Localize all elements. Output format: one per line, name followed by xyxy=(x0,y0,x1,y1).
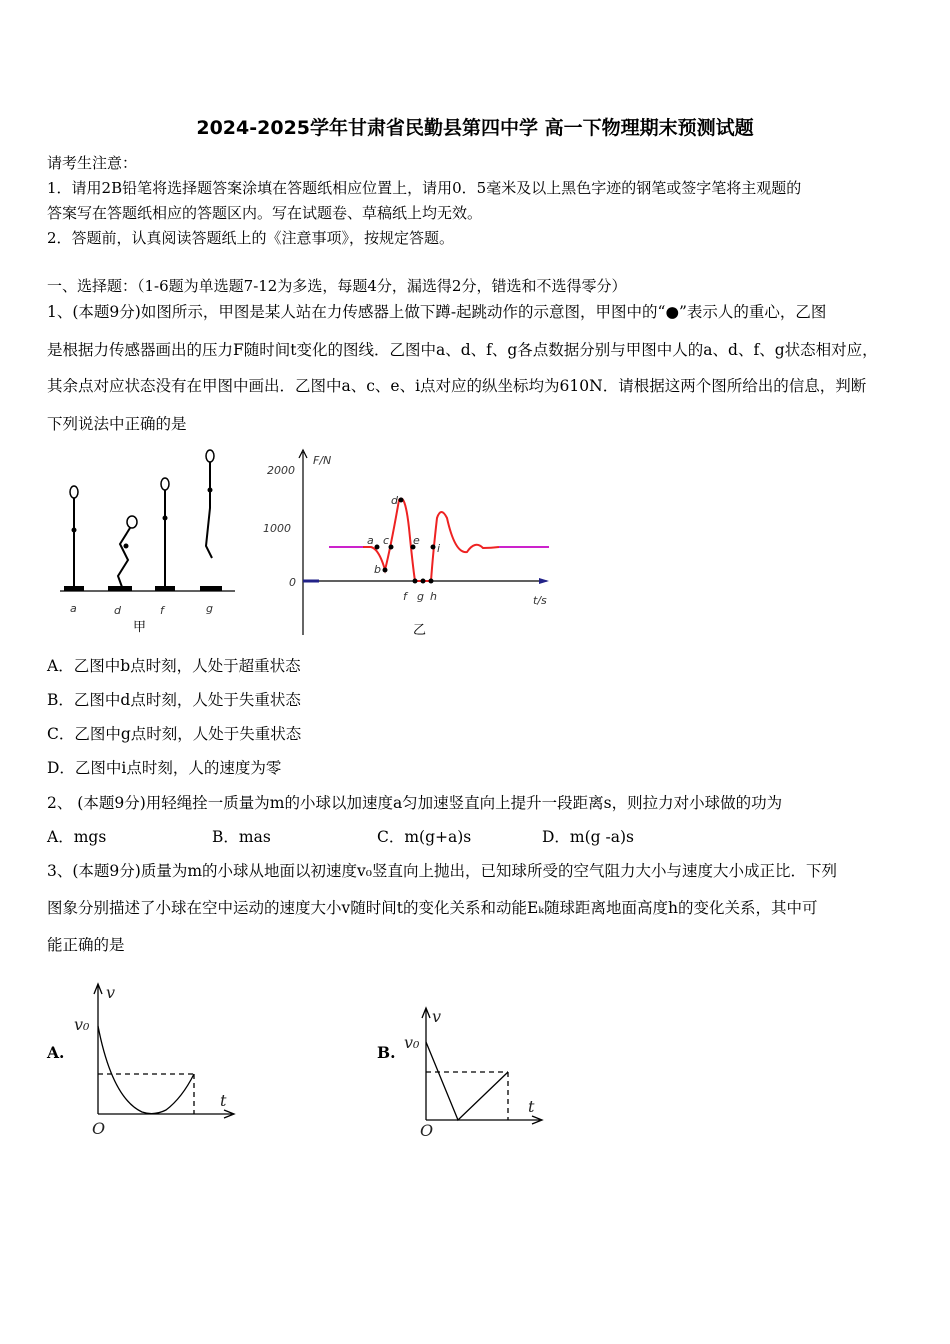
q3-graph-b xyxy=(400,1002,550,1140)
q3-option-b-label: B. xyxy=(377,1043,396,1062)
yi-tick-0: 0 xyxy=(289,576,296,589)
graph-a-v-label: v xyxy=(106,983,116,1002)
q1-option-b: B．乙图中d点时刻，人处于失重状态 xyxy=(47,691,301,709)
graph-b-origin-label: O xyxy=(420,1121,434,1140)
yi-point-g: g xyxy=(417,590,424,603)
jia-caption: 甲 xyxy=(133,620,147,635)
yi-tick-2000: 2000 xyxy=(267,464,295,477)
graph-b-v0-label: v₀ xyxy=(404,1033,420,1052)
jia-label-a: a xyxy=(70,602,77,615)
q2-option-a: A．mgs xyxy=(47,828,107,846)
q2-option-d: D．m(g -a)s xyxy=(542,828,635,846)
q2-option-c: C．m(g+a)s xyxy=(377,828,472,846)
graph-a-origin-label: O xyxy=(92,1119,106,1138)
yi-point-c: c xyxy=(383,534,390,547)
q1-line-1: 1、(本题9分)如图所示，甲图是某人站在力传感器上做下蹲-起跳动作的示意图，甲图中的“●”表示人的重心，乙图 xyxy=(47,303,827,321)
graph-b-t-label: t xyxy=(528,1097,535,1116)
yi-point-i: i xyxy=(437,542,441,555)
figure-yi xyxy=(255,448,565,643)
q3-line-1: 3、(本题9分)质量为m的小球从地面以初速度v₀竖直向上抛出，已知球所受的空气阻力大小与速度大小成正比．下列 xyxy=(47,862,837,880)
q1-option-a: A．乙图中b点时刻，人处于超重状态 xyxy=(47,657,301,675)
section-heading: 一、选择题：（1-6题为单选题7-12为多选，每题4分，漏选得2分，错选和不选得零分） xyxy=(47,277,627,295)
q3-graph-a xyxy=(72,978,242,1138)
yi-point-f: f xyxy=(403,590,407,603)
q2-stem: 2、 (本题9分)用轻绳拴一质量为m的小球以加速度a匀加速竖直向上提升一段距离s，则拉力对小球做的功为 xyxy=(47,794,783,812)
yi-point-b: b xyxy=(374,563,381,576)
yi-tick-1000: 1000 xyxy=(263,522,291,535)
q3-line-2: 图象分别描述了小球在空中运动的速度大小v随时间t的变化关系和动能Eₖ随球距离地面高度h的变化关系，其中可 xyxy=(47,899,818,917)
yi-point-d: d xyxy=(391,494,398,507)
graph-a-t-label: t xyxy=(220,1091,227,1110)
q1-option-c: C．乙图中g点时刻，人处于失重状态 xyxy=(47,725,302,743)
notice-line-2: 2．答题前，认真阅读答题纸上的《注意事项》，按规定答题。 xyxy=(47,229,455,247)
yi-y-axis-label: F/N xyxy=(313,454,332,467)
q3-option-a-label: A. xyxy=(47,1043,65,1062)
q1-line-4: 下列说法中正确的是 xyxy=(47,415,187,433)
jia-label-d: d xyxy=(114,604,121,617)
page-title: 2024-2025学年甘肃省民勤县第四中学 高一下物理期末预测试题 xyxy=(196,117,754,139)
notice-line-1a: 1．请用2B铅笔将选择题答案涂填在答题纸相应位置上，请用0．5毫米及以上黑色字迹的钢笔或签字笔将主观题的 xyxy=(47,179,802,197)
notice-line-1b: 答案写在答题纸相应的答题区内。写在试题卷、草稿纸上均无效。 xyxy=(47,204,483,222)
graph-b-v-label: v xyxy=(432,1007,442,1026)
jia-label-f: f xyxy=(160,604,164,617)
yi-point-a: a xyxy=(367,534,374,547)
notice-heading: 请考生注意： xyxy=(47,154,138,172)
q1-line-2: 是根据力传感器画出的压力F随时间t变化的图线．乙图中a、d、f、g各点数据分别与甲图中人的a、d、f、g状态相对应， xyxy=(47,341,878,359)
yi-x-axis-label: t/s xyxy=(533,594,547,607)
q1-line-3: 其余点对应状态没有在甲图中画出．乙图中a、c、e、i点对应的纵坐标均为610N．请根据这两个图所给出的信息，判断 xyxy=(47,377,867,395)
figure-jia xyxy=(60,448,245,638)
q3-line-3: 能正确的是 xyxy=(47,936,125,954)
q2-option-b: B．mas xyxy=(212,828,271,846)
graph-a-v0-label: v₀ xyxy=(74,1015,90,1034)
yi-point-h: h xyxy=(430,590,437,603)
yi-caption: 乙 xyxy=(413,623,427,638)
jia-label-g: g xyxy=(206,602,213,615)
yi-point-e: e xyxy=(413,534,420,547)
q1-option-d: D．乙图中i点时刻，人的速度为零 xyxy=(47,759,282,777)
